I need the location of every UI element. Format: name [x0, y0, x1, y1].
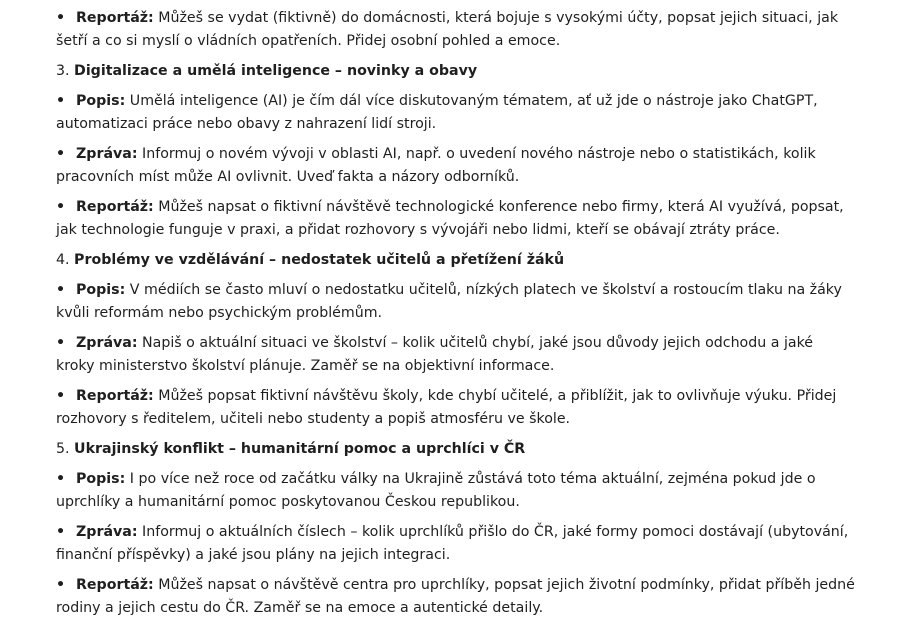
section-heading	[56, 438, 856, 461]
list-item-label: Zpráva:	[76, 524, 138, 540]
bullet-icon: •	[56, 335, 66, 351]
list-item-text: Napiš o aktuální situaci ve školství – kolik učitelů chybí, jaké jsou důvody jejich odchodu a jaké kroky ministerstvo školství plánuje. Zaměř se na objektivní informace.	[56, 335, 814, 374]
section-number: 4.	[56, 252, 75, 268]
list-item-label: Popis:	[76, 471, 126, 487]
bullet-icon: •	[56, 146, 66, 162]
list-item	[56, 279, 856, 325]
list-item-text: I po více než roce od začátku války na Ukrajině zůstává toto téma aktuální, zejména pokud jde o uprchlíky a humanitární pomoc poskytovanou Českou republikou.	[56, 471, 816, 510]
section-number: 3.	[56, 63, 75, 79]
list-item	[56, 332, 856, 378]
section-heading	[56, 60, 856, 83]
list-item-label: Zpráva:	[76, 146, 138, 162]
list-item	[56, 385, 856, 431]
list-item-text: Můžeš se vydat (fiktivně) do domácnosti, která bojuje s vysokými účty, popsat jejich situaci, jak šetří a co si myslí o vládních opatřeních. Přidej osobní pohled a emoce.	[56, 10, 839, 49]
bullet-icon: •	[56, 93, 66, 109]
bullet-icon: •	[56, 524, 66, 540]
list-item-text: Můžeš napsat o návštěvě centra pro uprchlíky, popsat jejich životní podmínky, přidat příběh jedné rodiny a jejich cestu do ČR. Zaměř se na emoce a autentické detaily.	[56, 577, 855, 616]
bullet-icon: •	[56, 577, 66, 593]
bullet-icon: •	[56, 10, 66, 26]
bullet-icon: •	[56, 471, 66, 487]
list-item-text: V médiích se často mluví o nedostatku učitelů, nízkých platech ve školství a rostoucím tlaku na žáky kvůli reformám nebo psychickým problémům.	[56, 282, 842, 321]
bullet-icon: •	[56, 199, 66, 215]
list-item-text: Umělá inteligence (AI) je čím dál více diskutovaným tématem, ať už jde o nástroje jako ChatGPT, automatizaci práce nebo obavy z nahrazení lidí stroji.	[56, 93, 818, 132]
list-item-text: Informuj o aktuálních číslech – kolik uprchlíků přišlo do ČR, jaké formy pomoci dostávají (ubytování, finanční příspěvky) a jaké jsou plány na jejich integraci.	[56, 524, 849, 563]
list-item-label: Popis:	[76, 93, 126, 109]
list-item-label: Reportáž:	[76, 199, 154, 215]
list-item	[56, 143, 856, 189]
list-item-label: Zpráva:	[76, 335, 138, 351]
list-item-text: Můžeš popsat fiktivní návštěvu školy, kde chybí učitelé, a přiblížit, jak to ovlivňuje výuku. Přidej rozhovory s ředitelem, učiteli nebo studenty a popiš atmosféru ve škole.	[56, 388, 837, 427]
section-title: Problémy ve vzdělávání – nedostatek učitelů a přetížení žáků	[74, 252, 565, 268]
list-item	[56, 468, 856, 514]
section-title: Digitalizace a umělá inteligence – novinky a obavy	[74, 63, 478, 79]
list-item	[56, 196, 856, 242]
section-number: 5.	[56, 441, 75, 457]
bullet-icon: •	[56, 282, 66, 298]
list-item-text: Informuj o novém vývoji v oblasti AI, např. o uvedení nového nástroje nebo o statistikách, kolik pracovních míst může AI ovlivnit. Uveď fakta a názory odborníků.	[56, 146, 816, 185]
list-item-label: Reportáž:	[76, 10, 154, 26]
bullet-icon: •	[56, 388, 66, 404]
list-item-text: Můžeš napsat o fiktivní návštěvě technologické konference nebo firmy, která AI využívá, popsat, jak technologie funguje v praxi, a přidat rozhovory s vývojáři nebo lidmi, kteří se obávají ztráty práce.	[56, 199, 844, 238]
list-item-label: Reportáž:	[76, 388, 154, 404]
section-heading	[56, 249, 856, 272]
section-title: Ukrajinský konflikt – humanitární pomoc a uprchlíci v ČR	[74, 441, 526, 457]
list-item	[56, 521, 856, 567]
list-item	[56, 90, 856, 136]
list-item-label: Reportáž:	[76, 577, 154, 593]
list-item-label: Popis:	[76, 282, 126, 298]
list-item	[56, 7, 856, 53]
list-item	[56, 574, 856, 620]
